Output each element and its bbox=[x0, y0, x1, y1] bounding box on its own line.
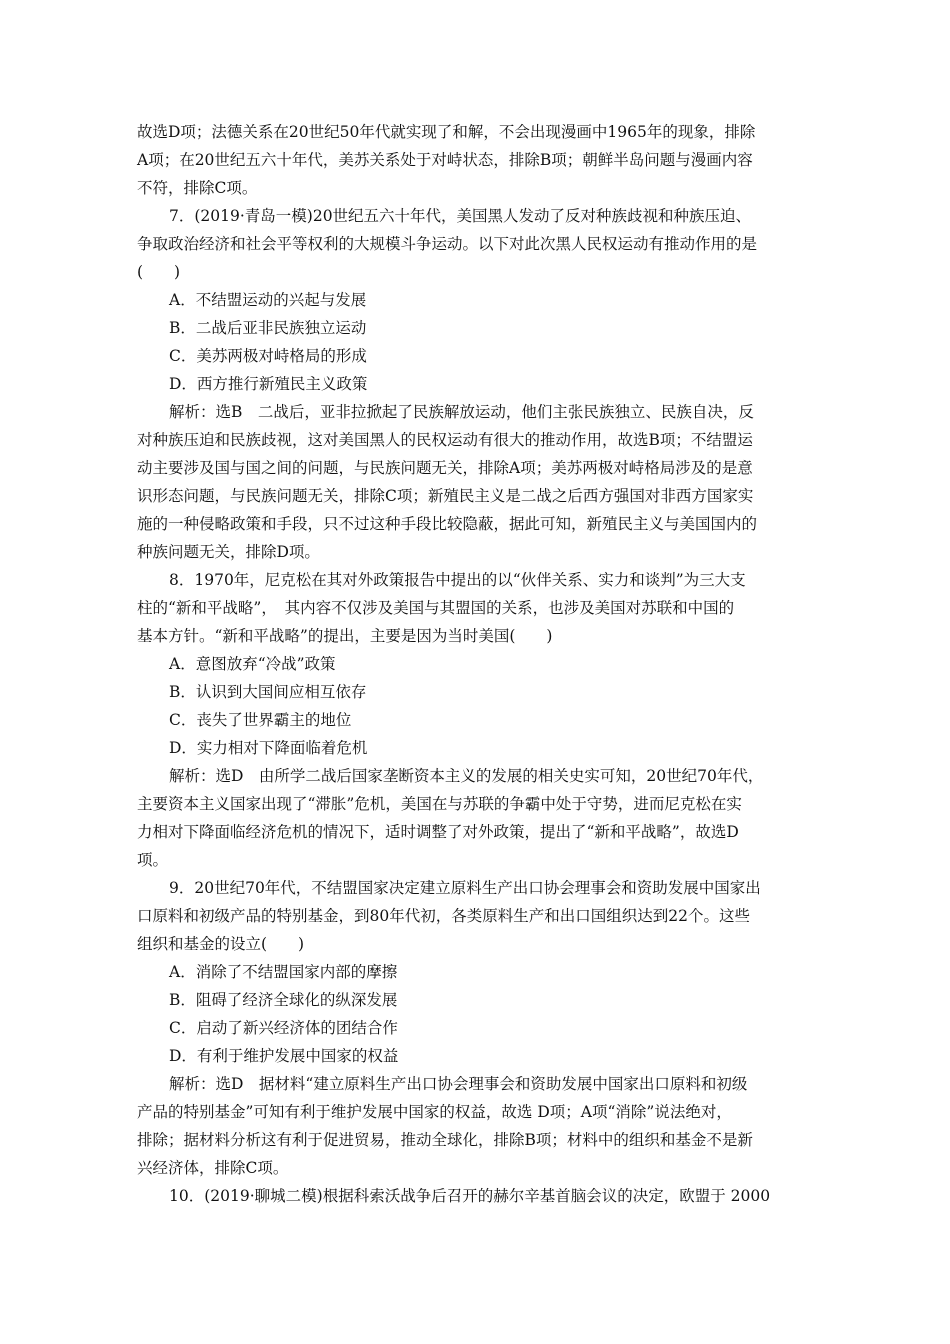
text-line: 产品的特别基金”可知有利于维护发展中国家的权益，故选 D项；A项“消除”说法绝对， bbox=[137, 1103, 732, 1121]
analysis-8: 解析：选D 由所学二战后国家垄断资本主义的发展的相关史实可知，20世纪70年代， bbox=[169, 767, 764, 785]
text-line: 动主要涉及国与国之间的问题，与民族问题无关，排除A项；美苏两极对峙格局涉及的是意 bbox=[137, 459, 753, 477]
option-a: A．不结盟运动的兴起与发展 bbox=[169, 291, 367, 309]
option-d: D．西方推行新殖民主义政策 bbox=[169, 375, 368, 393]
text-line: 对种族压迫和民族歧视，这对美国黑人的民权运动有很大的推动作用，故选B项；不结盟运 bbox=[137, 431, 753, 449]
text-line: 力相对下降面临经济危机的情况下，适时调整了对外政策，提出了“新和平战略”，故选D bbox=[137, 823, 739, 841]
option-c: C．丧失了世界霸主的地位 bbox=[169, 711, 352, 729]
text-line: A项；在20世纪五六十年代，美苏关系处于对峙状态，排除B项；朝鲜半岛问题与漫画内容 bbox=[137, 151, 753, 169]
text-line: 主要资本主义国家出现了“滞胀”危机，美国在与苏联的争霸中处于守势，进而尼克松在实 bbox=[137, 795, 742, 813]
answer-blank: ( ) bbox=[137, 263, 181, 281]
text-line: 口原料和初级产品的特别基金，到80年代初，各类原料生产和出口国组织达到22个。这些 bbox=[137, 907, 750, 925]
text-line: 施的一种侵略政策和手段，只不过这种手段比较隐蔽，据此可知，新殖民主义与美国国内的 bbox=[137, 515, 758, 533]
option-b: B．认识到大国间应相互依存 bbox=[169, 683, 367, 701]
text-line: 项。 bbox=[137, 851, 169, 869]
text-line: 不符，排除C项。 bbox=[137, 179, 258, 197]
text-line: 争取政治经济和社会平等权利的大规模斗争运动。以下对此次黑人民权运动有推动作用的是 bbox=[137, 235, 758, 253]
analysis-9: 解析：选D 据材料“建立原料生产出口协会理事会和资助发展中国家出口原料和初级 bbox=[169, 1075, 748, 1093]
option-c: C．启动了新兴经济体的团结合作 bbox=[169, 1019, 398, 1037]
text-line: 基本方针。“新和平战略”的提出，主要是因为当时美国( ) bbox=[137, 627, 553, 645]
question-9-stem: 9．20世纪70年代，不结盟国家决定建立原料生产出口协会理事会和资助发展中国家出 bbox=[169, 879, 761, 897]
option-c: C．美苏两极对峙格局的形成 bbox=[169, 347, 367, 365]
document-page bbox=[137, 118, 817, 1210]
option-b: B．二战后亚非民族独立运动 bbox=[169, 319, 367, 337]
option-b: B．阻碍了经济全球化的纵深发展 bbox=[169, 991, 398, 1009]
text-line: 组织和基金的设立( ) bbox=[137, 935, 305, 953]
question-8-stem: 8．1970年，尼克松在其对外政策报告中提出的以“伙伴关系、实力和谈判”为三大支 bbox=[169, 571, 746, 589]
question-7-stem: 7．(2019·青岛一模)20世纪五六十年代，美国黑人发动了反对种族歧视和种族压迫、 bbox=[169, 207, 752, 225]
text-line: 故选D项；法德关系在20世纪50年代就实现了和解，不会出现漫画中1965年的现象，排除 bbox=[137, 123, 756, 141]
option-a: A．意图放弃“冷战”政策 bbox=[169, 655, 336, 673]
text-line: 排除；据材料分析这有利于促进贸易，推动全球化，排除B项；材料中的组织和基金不是新 bbox=[137, 1131, 753, 1149]
text-line: 识形态问题，与民族问题无关，排除C项；新殖民主义是二战之后西方强国对非西方国家实 bbox=[137, 487, 754, 505]
text-line: 兴经济体，排除C项。 bbox=[137, 1159, 289, 1177]
text-line: 柱的“新和平战略”， 其内容不仅涉及美国与其盟国的关系，也涉及美国对苏联和中国的 bbox=[137, 599, 735, 617]
option-a: A．消除了不结盟国家内部的摩擦 bbox=[169, 963, 398, 981]
text-line: 种族问题无关，排除D项。 bbox=[137, 543, 320, 561]
question-10-stem: 10．(2019·聊城二模)根据科索沃战争后召开的赫尔辛基首脑会议的决定，欧盟于 2000 bbox=[169, 1187, 771, 1205]
option-d: D．有利于维护发展中国家的权益 bbox=[169, 1047, 399, 1065]
analysis-7: 解析：选B 二战后，亚非拉掀起了民族解放运动，他们主张民族独立、民族自决，反 bbox=[169, 403, 754, 421]
option-d: D．实力相对下降面临着危机 bbox=[169, 739, 368, 757]
